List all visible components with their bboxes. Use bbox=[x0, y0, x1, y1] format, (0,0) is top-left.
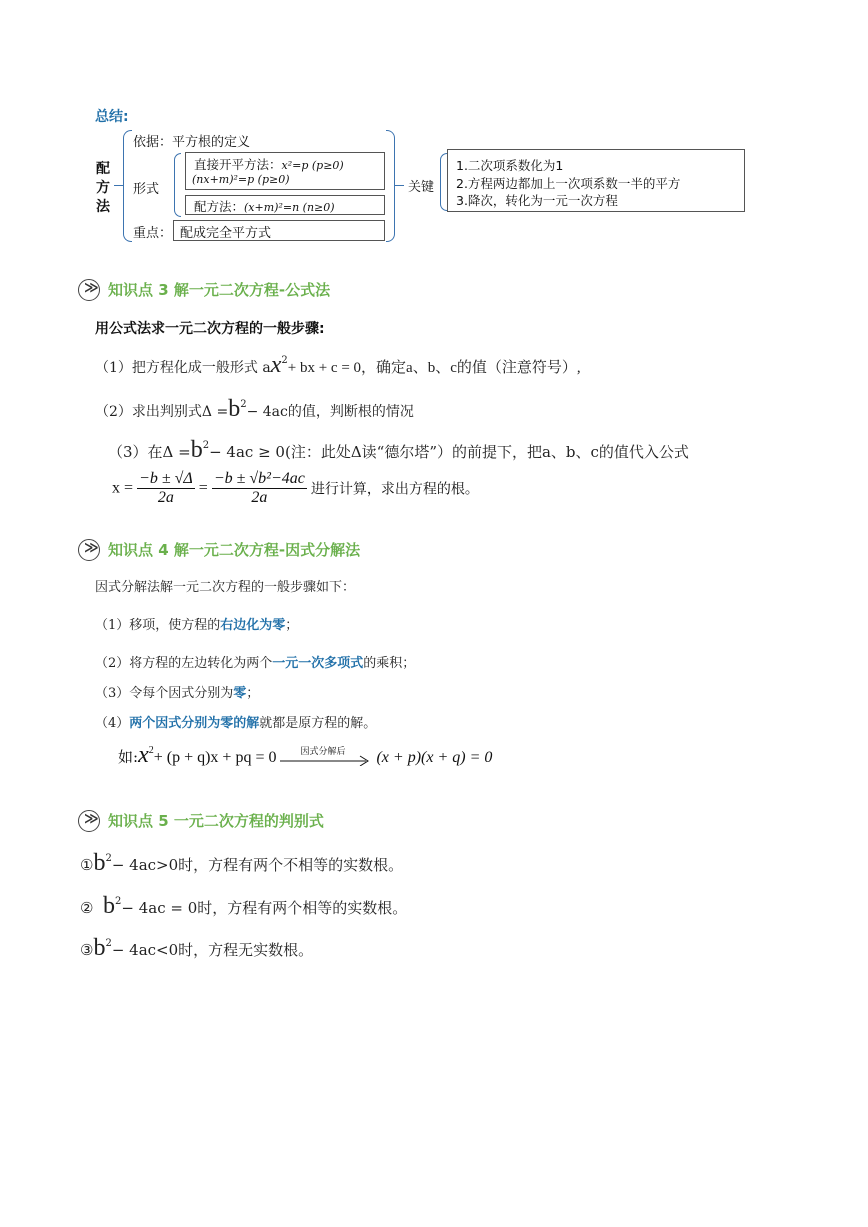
direct-eq1: x²=p (p≥0) bbox=[281, 159, 344, 172]
section-arrow-icon: ≫ bbox=[78, 279, 100, 301]
key-point-value: 配成完全平方式 bbox=[180, 226, 272, 241]
formula-step-2: （2）求出判别式$\Delta =b^2- 4ac$的值，判断根的情况 bbox=[95, 396, 414, 422]
direct-title: 直接开平方法： bbox=[194, 157, 282, 172]
key-point-box bbox=[173, 220, 385, 241]
main-left-brace bbox=[123, 130, 132, 242]
brace-tick bbox=[114, 185, 124, 186]
key-label: 关键 bbox=[408, 180, 435, 195]
fraction-2: $\frac{\text{−b ± √b²−4ac}}{2a}$ bbox=[213, 470, 305, 506]
factor-intro: 因式分解法解一元二次方程的一般步骤如下： bbox=[95, 580, 356, 595]
key-step: 1.二次项系数化为1 bbox=[456, 158, 564, 173]
summary-label: 总结: bbox=[95, 109, 129, 125]
section3-heading bbox=[78, 278, 478, 302]
discriminant-case-2: ② $b^2- 4ac = 0$时，方程有两个相等的实数根。 bbox=[80, 893, 408, 919]
factor-step-2: （2）将方程的左边转化为两个一元一次多项式的乘积； bbox=[95, 656, 416, 671]
key-brace bbox=[440, 153, 447, 211]
section5-heading bbox=[78, 809, 478, 833]
quadratic-formula: x = $\frac{-b \pm √\Delta}{2a}$ = $\frac{\text{−b ± √b²−4ac}}{2a}$ 进行计算，求出方程的根。 bbox=[112, 470, 479, 506]
formula-step-1: （1）把方程化成一般形式 $ax^2+$ bx + c = 0，确定a、b、c的值（注意符号）, bbox=[95, 352, 581, 378]
factor-example: 如$:x^2+ (p + q)x$ + pq = 0 因式分解后 (x + p)(x + q) = 0 bbox=[118, 742, 493, 768]
direct-eq2: (nx+m)²=p (p≥0) bbox=[192, 173, 290, 186]
factor-step-4: （4）两个因式分别为零的解就都是原方程的解。 bbox=[95, 716, 377, 731]
completing-method-box bbox=[185, 195, 385, 215]
key-point-label: 重点： bbox=[133, 226, 173, 241]
formula-step-3: （3）在$\Delta =b^2- 4ac \ge 0$(注：此处Δ读“德尔塔”）的前提下，把a、b、c的值代入公式 bbox=[108, 437, 689, 463]
method-char: 配 bbox=[96, 161, 110, 177]
section-arrow-icon: ≫ bbox=[78, 539, 100, 561]
method-char: 方 bbox=[96, 180, 110, 196]
section3-subtitle: 用公式法求一元二次方程的一般步骤: bbox=[95, 321, 325, 337]
key-step: 3.降次，转化为一元一次方程 bbox=[456, 193, 618, 208]
form-brace bbox=[174, 153, 181, 217]
section5-title: 知识点 5 一元二次方程的判别式 bbox=[108, 812, 324, 830]
key-steps-box bbox=[447, 149, 745, 212]
direct-method-box bbox=[185, 152, 385, 190]
discriminant-case-1: $①b^2- 4ac>0$时，方程有两个不相等的实数根。 bbox=[80, 850, 404, 876]
key-step: 2.方程两边都加上一次项系数一半的平方 bbox=[456, 176, 681, 191]
method-label bbox=[96, 160, 112, 217]
form-label: 形式 bbox=[133, 182, 160, 197]
section-arrow-icon: ≫ bbox=[78, 810, 100, 832]
section4-heading bbox=[78, 538, 478, 562]
completing-eq: (x+m)²=n (n≥0) bbox=[244, 201, 335, 214]
right-brace-tick bbox=[394, 185, 404, 186]
fraction-1: $\frac{-b \pm √\Delta}{2a}$ bbox=[139, 470, 193, 506]
method-char: 法 bbox=[96, 199, 110, 215]
main-right-brace bbox=[386, 130, 395, 242]
section4-title: 知识点 4 解一元二次方程-因式分解法 bbox=[108, 541, 361, 559]
basis-text: 依据：平方根的定义 bbox=[133, 135, 251, 150]
right-arrow-icon bbox=[280, 750, 372, 766]
factor-step-3: （3）令每个因式分别为零； bbox=[95, 686, 260, 701]
section3-title: 知识点 3 解一元二次方程-公式法 bbox=[108, 281, 331, 299]
factor-step-1: （1）移项，使方程的右边化为零； bbox=[95, 618, 299, 633]
completing-title: 配方法： bbox=[194, 199, 245, 214]
discriminant-case-3: $③b^2- 4ac<0$时，方程无实数根。 bbox=[80, 935, 314, 961]
factor-arrow: 因式分解后 bbox=[280, 750, 372, 766]
